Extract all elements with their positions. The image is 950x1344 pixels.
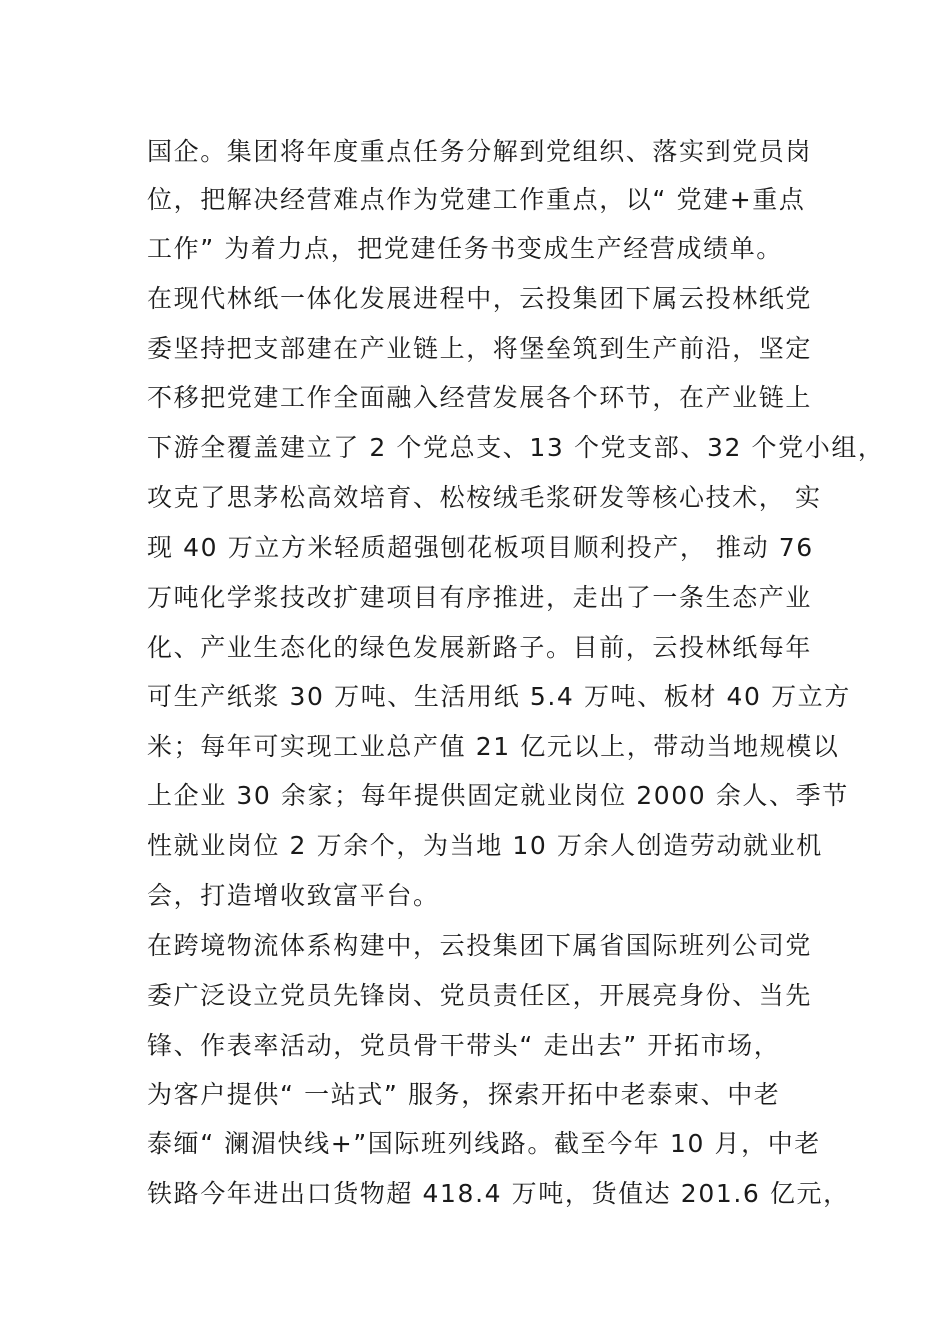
paragraph-1-line-2: 位，把解决经营难点作为党建工作重点，以“ 党建+重点 xyxy=(147,185,806,214)
paragraph-3-line-2: 委广泛设立党员先锋岗、党员责任区，开展亮身份、当先 xyxy=(147,981,813,1010)
paragraph-1-line-1: 国企。集团将年度重点任务分解到党组织、落实到党员岗 xyxy=(147,137,813,166)
paragraph-3-line-4: 为客户提供“ 一站式” 服务，探索开拓中老泰柬、中老 xyxy=(147,1080,781,1109)
paragraph-3-line-5: 泰缅“ 澜湄快线+”国际班列线路。截至今年 10 月，中老 xyxy=(147,1129,821,1158)
paragraph-2-line-7: 万吨化学浆技改扩建项目有序推进，走出了一条生态产业 xyxy=(147,583,813,612)
paragraph-2-line-4: 下游全覆盖建立了 2 个党总支、13 个党支部、32 个党小组， xyxy=(147,433,885,462)
paragraph-2-line-1: 在现代林纸一体化发展进程中，云投集团下属云投林纸党 xyxy=(147,284,813,313)
paragraph-2-line-6: 现 40 万立方米轻质超强刨花板项目顺利投产， 推动 76 xyxy=(147,533,814,562)
paragraph-2-line-10: 米；每年可实现工业总产值 21 亿元以上，带动当地规模以 xyxy=(147,732,840,761)
paragraph-3-line-1: 在跨境物流体系构建中，云投集团下属省国际班列公司党 xyxy=(147,931,813,960)
paragraph-2-line-11: 上企业 30 余家；每年提供固定就业岗位 2000 余人、季节 xyxy=(147,781,849,810)
paragraph-3-line-3: 锋、作表率活动，党员骨干带头“ 走出去” 开拓市场， xyxy=(147,1031,781,1060)
paragraph-2-line-12: 性就业岗位 2 万余个，为当地 10 万余人创造劳动就业机 xyxy=(147,831,823,860)
paragraph-2-line-9: 可生产纸浆 30 万吨、生活用纸 5.4 万吨、板材 40 万立方 xyxy=(147,682,851,711)
paragraph-3-line-6: 铁路今年进出口货物超 418.4 万吨，货值达 201.6 亿元， xyxy=(147,1179,850,1208)
paragraph-2-line-2: 委坚持把支部建在产业链上，将堡垒筑到生产前沿，坚定 xyxy=(147,334,813,363)
paragraph-2-line-5: 攻克了思茅松高效培育、松桉绒毛浆研发等核心技术， 实 xyxy=(147,483,822,512)
paragraph-2-line-13: 会，打造增收致富平台。 xyxy=(147,881,440,910)
paragraph-2-line-8: 化、产业生态化的绿色发展新路子。目前，云投林纸每年 xyxy=(147,633,813,662)
paragraph-1-line-3: 工作” 为着力点，把党建任务书变成生产经营成绩单。 xyxy=(147,234,783,263)
paragraph-2-line-3: 不移把党建工作全面融入经营发展各个环节，在产业链上 xyxy=(147,383,813,412)
